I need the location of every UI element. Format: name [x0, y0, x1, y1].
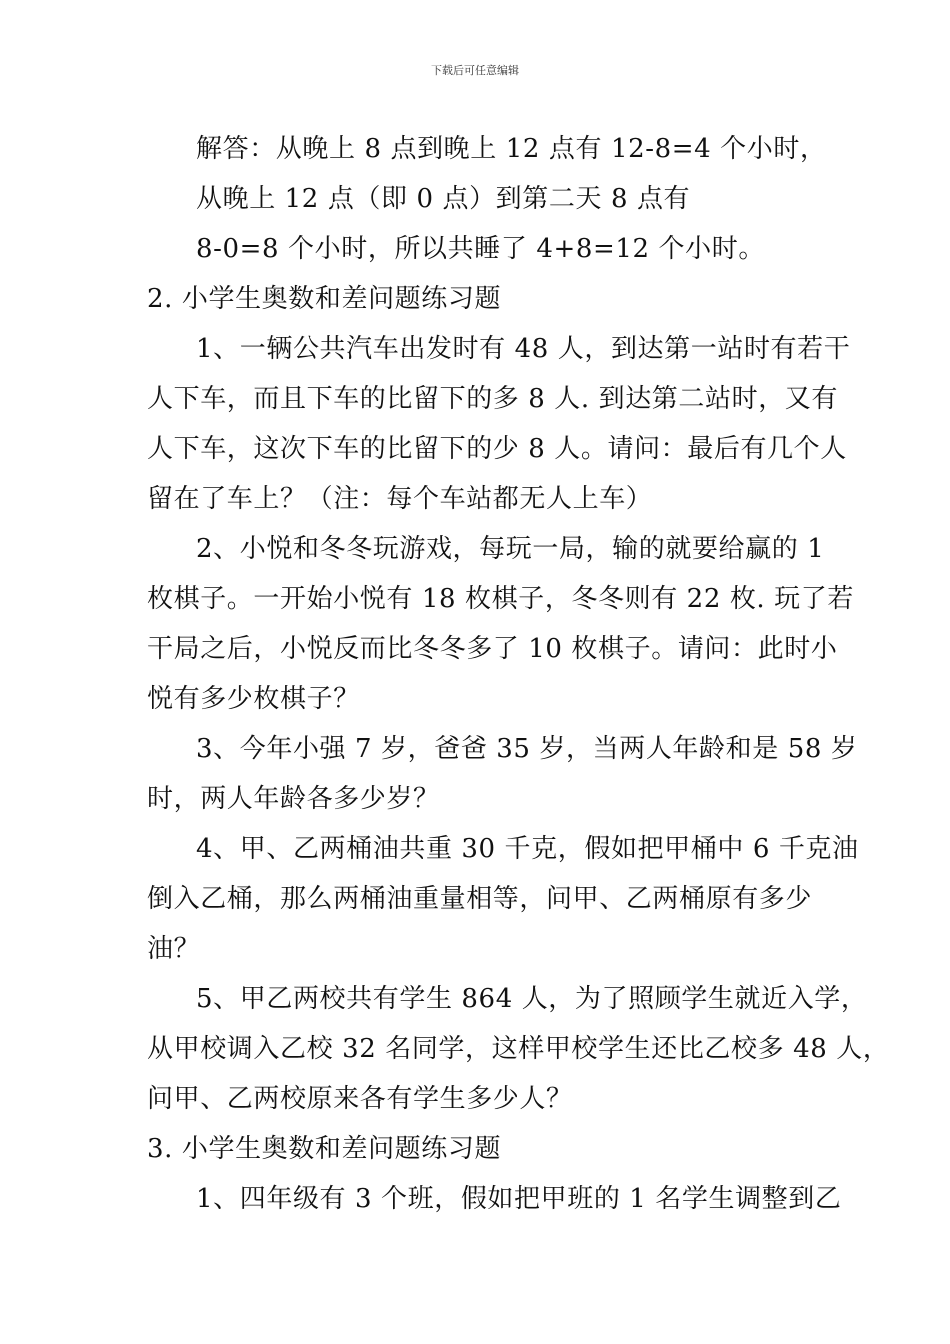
problem-5-line-2: 从甲校调入乙校 32 名同学，这样甲校学生还比乙校多 48 人， [147, 1034, 890, 1064]
page-header: 下载后可任意编辑 [431, 64, 519, 77]
answer-line-2: 从晚上 12 点（即 0 点）到第二天 8 点有 [196, 184, 691, 214]
problem-2-line-3: 干局之后，小悦反而比冬冬多了 10 枚棋子。请问：此时小 [147, 634, 838, 664]
problem-1-line-3: 人下车，这次下车的比留下的少 8 人。请问：最后有几个人 [147, 434, 847, 464]
section-3-problem-1-line-1: 1、四年级有 3 个班，假如把甲班的 1 名学生调整到乙 [196, 1184, 842, 1214]
problem-4-line-1: 4、甲、乙两桶油共重 30 千克，假如把甲桶中 6 千克油 [196, 834, 859, 864]
section-heading-2: 2. 小学生奥数和差问题练习题 [147, 284, 502, 314]
problem-2-line-2: 枚棋子。一开始小悦有 18 枚棋子，冬冬则有 22 枚. 玩了若 [147, 584, 854, 614]
answer-line-3: 8-0=8 个小时，所以共睡了 4+8=12 个小时。 [196, 234, 765, 264]
problem-1-line-4: 留在了车上？（注：每个车站都无人上车） [147, 484, 653, 514]
section-heading-3: 3. 小学生奥数和差问题练习题 [147, 1134, 502, 1164]
problem-4-line-2: 倒入乙桶，那么两桶油重量相等，问甲、乙两桶原有多少 [147, 884, 813, 914]
problem-2-line-1: 2、小悦和冬冬玩游戏，每玩一局，输的就要给赢的 1 [196, 534, 825, 564]
problem-1-line-1: 1、一辆公共汽车出发时有 48 人，到达第一站时有若干 [196, 334, 851, 364]
problem-4-line-3: 油？ [147, 934, 201, 964]
problem-2-line-4: 悦有多少枚棋子？ [147, 684, 360, 714]
problem-5-line-1: 5、甲乙两校共有学生 864 人，为了照顾学生就近入学， [196, 984, 868, 1014]
problem-1-line-2: 人下车，而且下车的比留下的多 8 人. 到达第二站时，又有 [147, 384, 839, 414]
problem-5-line-3: 问甲、乙两校原来各有学生多少人？ [147, 1084, 573, 1114]
problem-3-line-1: 3、今年小强 7 岁，爸爸 35 岁，当两人年龄和是 58 岁 [196, 734, 858, 764]
problem-3-line-2: 时，两人年龄各多少岁？ [147, 784, 440, 814]
answer-line-1: 解答：从晚上 8 点到晚上 12 点有 12-8=4 个小时， [196, 134, 827, 164]
